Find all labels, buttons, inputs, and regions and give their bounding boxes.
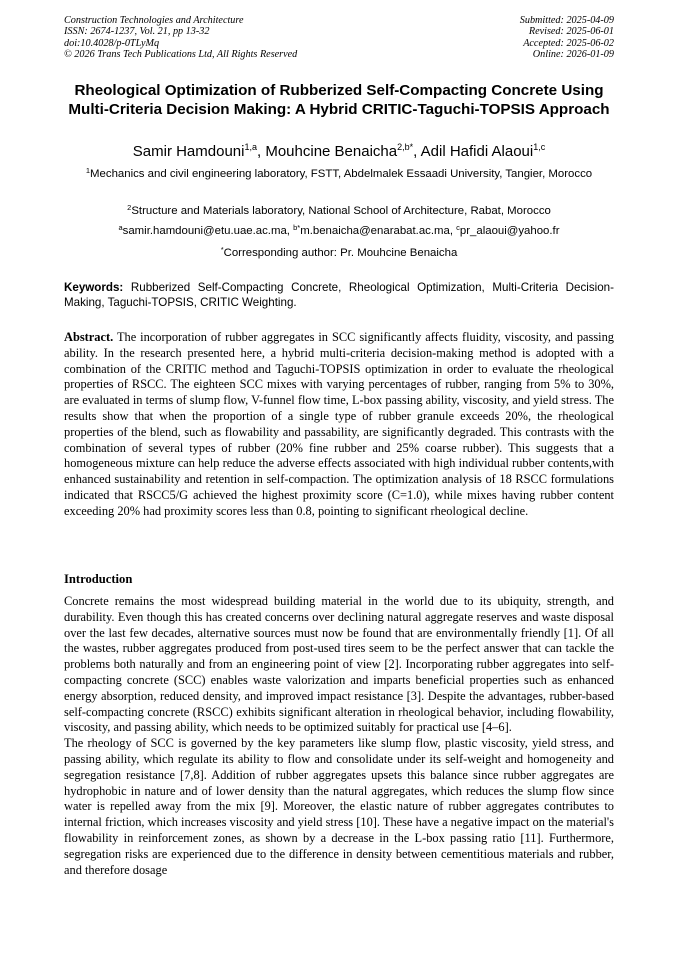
author-name: Mouhcine Benaicha [265, 143, 398, 160]
corresponding-superscript: * [220, 245, 224, 254]
intro-paragraph: Concrete remains the most widespread building material in the world due to its ubiquity, strength, and durability. Even though this has created concerns over declining natural aggregate reserves and waste disposal over the last few decades, alternative sources must now be found that are environmentally friendly [1]. Of all the wastes, rubber aggregates produced from post-used tires seem to be the perfect answer that can tackle the problems both naturally and from an engineering point of view [2]. Incorporating rubber aggregates into self-compacting concrete (SCC) enables waste valorization and imparts beneficial properties such as enhanced energy absorption, reduced density, and improved impact resistance [3]. Despite the advantages, rubber-based self-compacting concrete (RSCC) exhibits significant alteration in rheological behavior, including flowability, viscosity, and passing ability, which needs to be optimized suitably for practical use [4–6]. [64, 594, 614, 735]
issn-line: ISSN: 2674-1237, Vol. 21, pp 13-32 [64, 26, 210, 38]
header-right [520, 15, 614, 61]
online-date: Online: 2026-01-09 [532, 49, 614, 61]
keywords-text: Rubberized Self-Compacting Concrete, Rheological Optimization, Multi-Criteria Decision-Making, Taguchi-TOPSIS, CRITIC Weighting. [64, 281, 614, 309]
author-superscript: 1,c [533, 142, 546, 152]
affiliation-1 [76, 167, 602, 183]
abstract-block [64, 330, 614, 520]
email-link[interactable]: m.benaicha@enarabat.ac.ma, [300, 225, 457, 237]
affiliation-superscript: 1 [85, 166, 91, 175]
affiliation-text: Mechanics and civil engineering laboratory, FSTT, Abdelmalek Essaadi University, Tangier, Morocco [90, 168, 593, 180]
corresponding-author [76, 246, 602, 262]
introduction-body [64, 594, 614, 878]
email-link[interactable]: samir.hamdouni@etu.uae.ac.ma, [122, 225, 294, 237]
author-superscript: 1,a [244, 142, 257, 152]
affiliation-text: Structure and Materials laboratory, National School of Architecture, Rabat, Morocco [131, 205, 551, 217]
copyright-line: © 2026 Trans Tech Publications Ltd, All Rights Reserved [64, 49, 298, 61]
abstract-text: The incorporation of rubber aggregates in SCC significantly affects fluidity, viscosity, and passing ability. In the research presented here, a hybrid multi-criteria decision-making method is adopted with a combination of the CRITIC method and Taguchi-TOPSIS optimization in order to evaluate the rheological properties of RSCC. The eighteen SCC mixes with varying percentages of rubber, ranging from 5% to 30%, are evaluated in terms of slump flow, V-funnel flow time, L-box passing ability, viscosity, and yield stress. The results show that when the proportion of a single type of rubber granule exceeds 20%, the rheological properties of the blend, such as flowability and passability, are significantly degraded. This contrasts with the combination of several types of rubber (20% fine rubber and 25% coarse rubber). This suggests that a homogeneous mixture can help reduce the adverse effects associated with high individual rubber contents,with enhanced sustainability and retention in self-compaction. The optimization analysis of 18 RSCC formulations indicated that RSCC5/G achieved the highest proximity score (C=1.0), while mixes having rubber content exceeding 20% had proximity scores less than 0.8, pointing to significant rheological decline. [64, 330, 614, 518]
author-separator: , [413, 143, 421, 160]
email-superscript: b* [293, 223, 301, 232]
author-separator: , [257, 143, 266, 160]
email-link[interactable]: pr_alaoui@yahoo.fr [459, 225, 560, 237]
doi-line[interactable]: doi:10.4028/p-0TLyMq [64, 37, 160, 49]
author-name: Samir Hamdouni [132, 143, 245, 160]
abstract-label: Abstract. [64, 330, 114, 344]
paper-title: Rheological Optimization of Rubberized Self-Compacting Concrete Using Multi-Criteria Decision Making: A Hybrid CRITIC-Taguchi-TOPSIS Approach [68, 82, 610, 118]
journal-name: Construction Technologies and Architecture [64, 15, 244, 26]
affiliation-superscript: 2 [127, 203, 132, 212]
header-left [64, 15, 297, 61]
author-list [60, 142, 618, 162]
section-heading-introduction: Introduction [64, 572, 133, 586]
journal-header [64, 15, 614, 61]
author-name: Adil Hafidi Alaoui [420, 143, 534, 160]
email-superscript: c [456, 223, 460, 232]
author-superscript: 2,b* [397, 142, 414, 152]
keywords-block [64, 281, 614, 310]
author-emails [76, 224, 602, 240]
affiliation-2 [76, 204, 602, 220]
intro-paragraph: The rheology of SCC is governed by the key parameters like slump flow, plastic viscosity, yield stress, and passing ability, which regulate its ability to flow and consolidate under its self-weight and homogeneity and segregation resistance [7,8]. Addition of rubber aggregates upsets this balance since rubber aggregates are hydrophobic in nature and of lower density than the natural aggregates, which reduces the slump flow since water is repelled away from the mix [9]. Moreover, the elastic nature of rubber aggregates contributes to internal friction, which increases viscosity and yield stress [10]. These have a negative impact on the material's flowability in reinforcement zones, as shown by a decrease in the L-box passing ratio [11]. Furthermore, segregation risks are experienced due to the difference in density between cementitious materials and rubber, and therefore dosage [64, 736, 614, 877]
keywords-label: Keywords: [64, 281, 124, 294]
submitted-date: Submitted: 2025-04-09 [519, 15, 614, 26]
revised-date: Revised: 2025-06-01 [528, 26, 614, 38]
accepted-date: Accepted: 2025-06-02 [523, 37, 614, 49]
corresponding-text: Corresponding author: Pr. Mouhcine Benaicha [223, 247, 458, 259]
email-superscript: a [118, 223, 123, 232]
